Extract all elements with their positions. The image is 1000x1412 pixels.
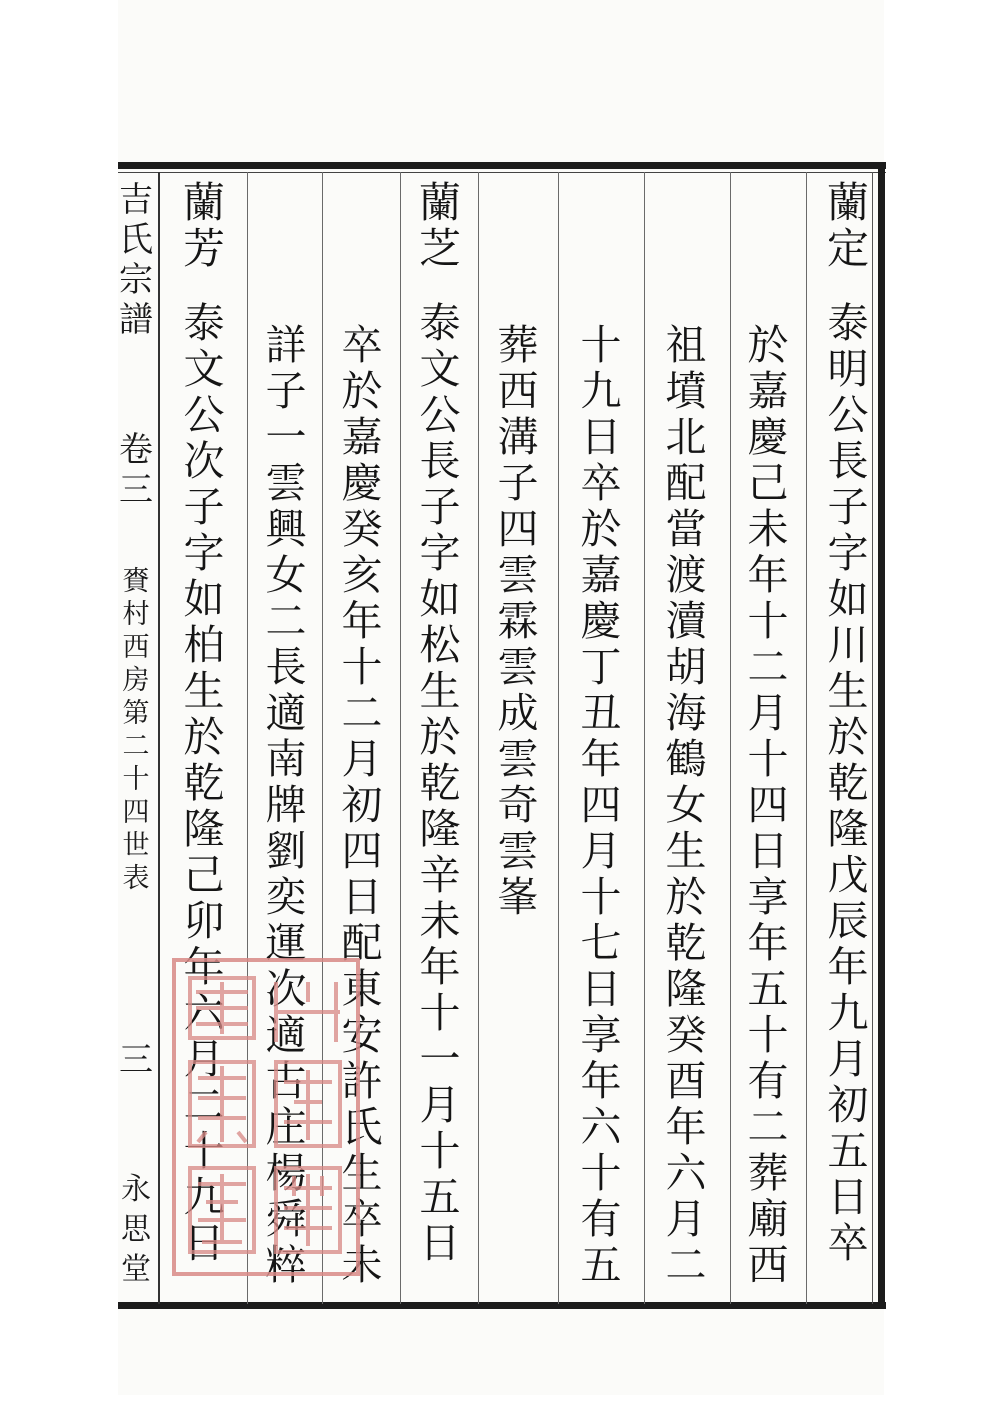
margin-divider — [158, 172, 160, 1304]
person-name: 蘭 芳 — [182, 178, 225, 273]
page-number: 三 — [119, 1040, 153, 1080]
section-subtitle: 賚 村 西 房 第 二 十 四 世 表 — [122, 566, 150, 894]
column-rule — [644, 172, 645, 1304]
entry-column-5 — [494, 0, 542, 1290]
person-name: 蘭 定 — [826, 178, 869, 273]
entry-column-1 — [824, 0, 872, 1290]
entry-text: 祖 墳 北 配 當 渡 瀆 胡 海 鶴 女 生 於 乾 隆 癸 酉 年 六 月 二 — [665, 321, 707, 1289]
entry-text: 卒 於 嘉 慶 癸 亥 年 十 二 月 初 四 日 配 東 安 許 氏 生 卒 未 — [341, 321, 383, 1289]
entry-text: 葬 西 溝 子 四 雲 霖 雲 成 雲 奇 雲 峯 — [497, 321, 539, 921]
entry-column-2 — [744, 0, 792, 1290]
entry-text: 詳 子 一 雲 興 女 二 長 適 南 牌 劉 奕 運 次 適 古 庄 楊 舜 粹 — [265, 321, 307, 1289]
entry-column-6 — [416, 0, 464, 1290]
entry-text: 十 九 日 卒 於 嘉 慶 丁 丑 年 四 月 十 七 日 享 年 六 十 有 五 — [580, 321, 622, 1289]
library-seal-stamp — [172, 958, 360, 1276]
column-rule — [400, 172, 401, 1304]
entry-column-4 — [577, 0, 625, 1290]
entry-text: 泰 文 公 長 子 字 如 松 生 於 乾 隆 辛 未 年 十 一 月 十 五 日 — [419, 299, 461, 1267]
column-rule — [806, 172, 807, 1304]
frame-bottom-border — [118, 1302, 886, 1309]
entry-text: 泰 明 公 長 子 字 如 川 生 於 乾 隆 戊 辰 年 九 月 初 五 日 卒 — [827, 299, 869, 1267]
frame-right-border — [878, 162, 885, 1309]
entry-text: 於 嘉 慶 己 未 年 十 二 月 十 四 日 享 年 五 十 有 二 葬 廟 西 — [747, 321, 789, 1289]
column-rule — [730, 172, 731, 1304]
person-name: 蘭 芝 — [418, 178, 461, 273]
entry-column-3 — [662, 0, 710, 1290]
hall-name: 永 思 堂 — [121, 1172, 151, 1287]
column-rule — [478, 172, 479, 1304]
volume-label: 卷 三 — [119, 430, 153, 510]
column-rule — [558, 172, 559, 1304]
book-title: 吉 氏 宗 譜 — [119, 180, 153, 340]
seal-glyphs-icon — [176, 962, 356, 1272]
frame-right-inner-line — [872, 172, 873, 1304]
entry-text: 泰 文 公 次 子 字 如 柏 生 於 乾 隆 己 卯 年 六 月 二 十 九 日 — [183, 299, 225, 1267]
